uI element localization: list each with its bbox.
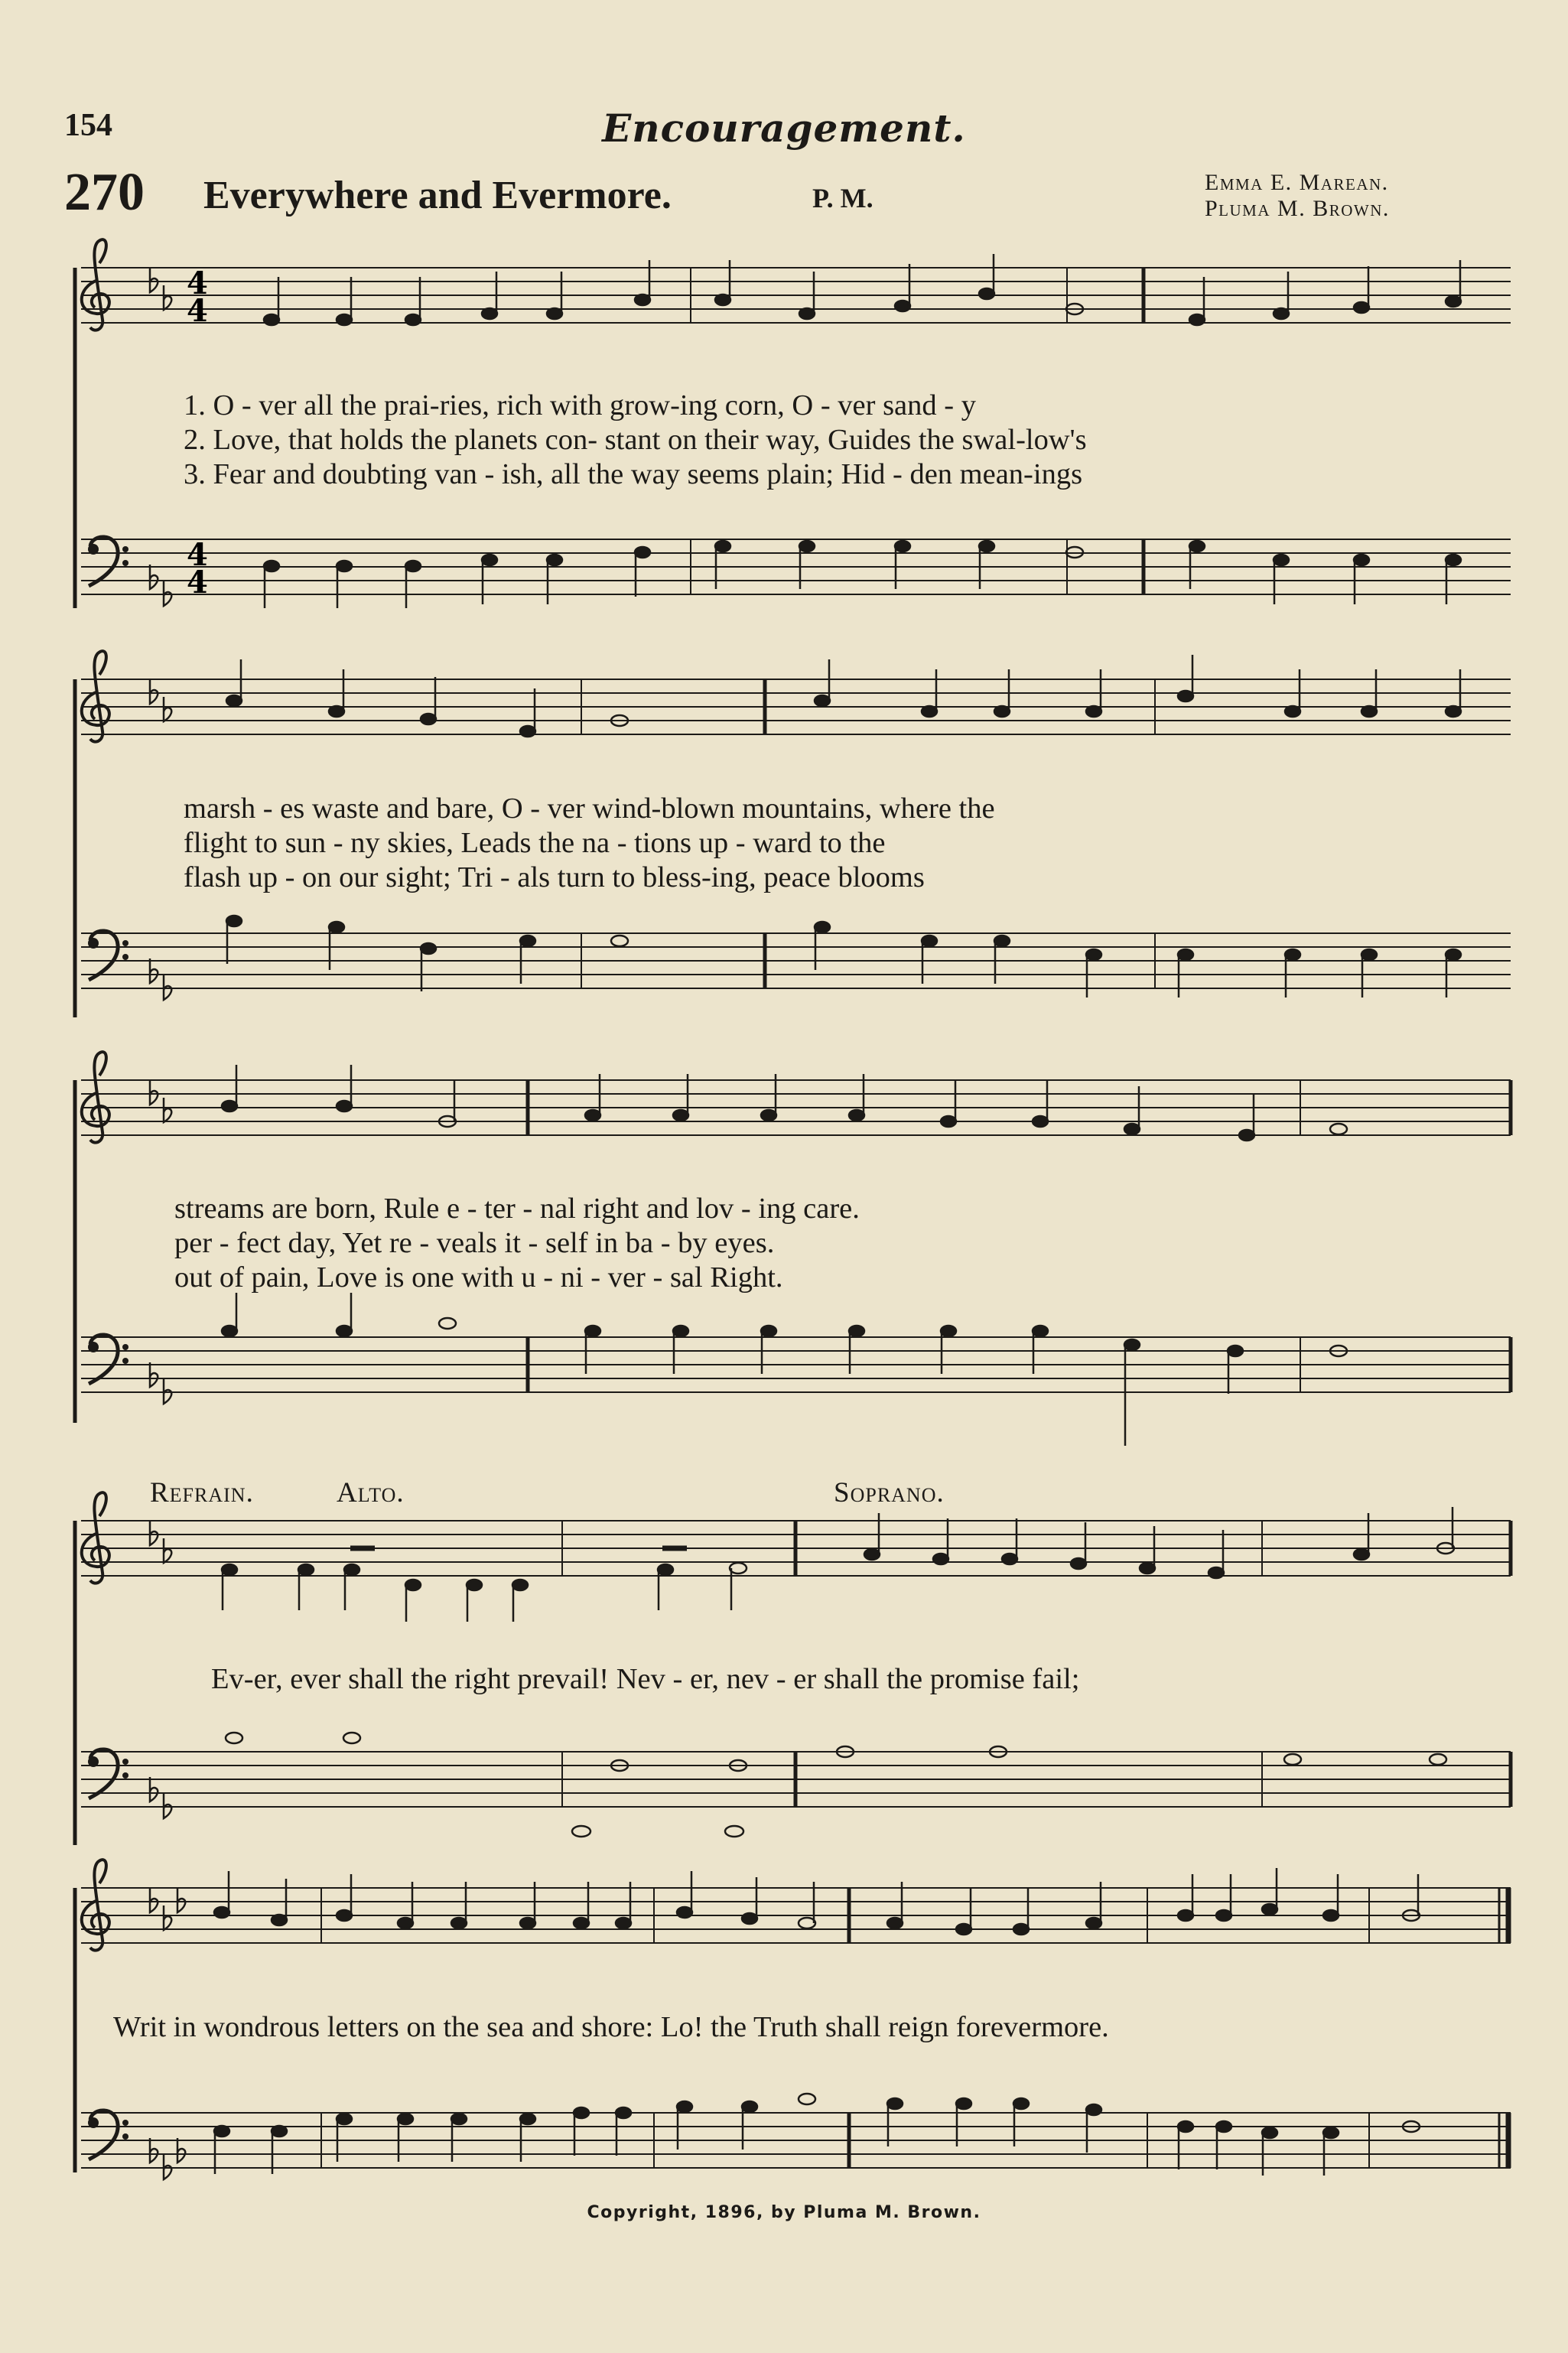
author-credit: Emma E. Marean.	[1205, 170, 1389, 195]
refrain-lyric-line-2: Writ in wondrous letters on the sea and shore: Lo! the Truth shall reign forevermore.	[113, 2011, 1109, 2043]
system-3-verse-3: out of pain, Love is one with u - ni - ver - sal Right.	[174, 1261, 783, 1294]
system-2-verse-1: marsh - es waste and bare, O - ver wind-blown mountains, where the	[184, 792, 995, 825]
system-2-verse-2: flight to sun - ny skies, Leads the na - tions up - ward to the	[184, 827, 886, 859]
system-1-verse-3: 3. Fear and doubting van - ish, all the way seems plain; Hid - den mean-ings	[184, 458, 1083, 490]
soprano-label: Soprano.	[834, 1477, 945, 1508]
svg-text:4: 4	[187, 537, 208, 573]
system-1-verse-1: 1. O - ver all the prai-ries, rich with grow-ing corn, O - ver sand - y	[184, 389, 976, 421]
alto-label: Alto.	[337, 1477, 405, 1508]
copyright-notice: Copyright, 1896, by Pluma M. Brown.	[587, 2203, 981, 2222]
system-2-verse-3: flash up - on our sight; Tri - als turn to bless-ing, peace blooms	[184, 861, 925, 893]
svg-text:4: 4	[187, 565, 208, 600]
system-1-verse-2: 2. Love, that holds the planets con- stant on their way, Guides the swal-low's	[184, 424, 1087, 456]
hymn-number: 270	[64, 163, 145, 222]
composer-credit: Pluma M. Brown.	[1205, 196, 1390, 221]
hymn-title: Everywhere and Evermore.	[203, 174, 672, 217]
refrain-label: Refrain.	[150, 1477, 254, 1508]
svg-text:4: 4	[187, 293, 208, 329]
meter-mark: P. M.	[812, 183, 873, 213]
page-number: 154	[64, 108, 112, 143]
refrain-lyric-line-1: Ev-er, ever shall the right prevail! Nev - er, nev - er shall the promise fail;	[211, 1663, 1080, 1695]
svg-text:4: 4	[187, 265, 208, 301]
section-title: Encouragement.	[602, 106, 966, 151]
system-3-verse-1: streams are born, Rule e - ter - nal right and lov - ing care.	[174, 1193, 860, 1225]
system-3-verse-2: per - fect day, Yet re - veals it - self in ba - by eyes.	[174, 1227, 775, 1259]
